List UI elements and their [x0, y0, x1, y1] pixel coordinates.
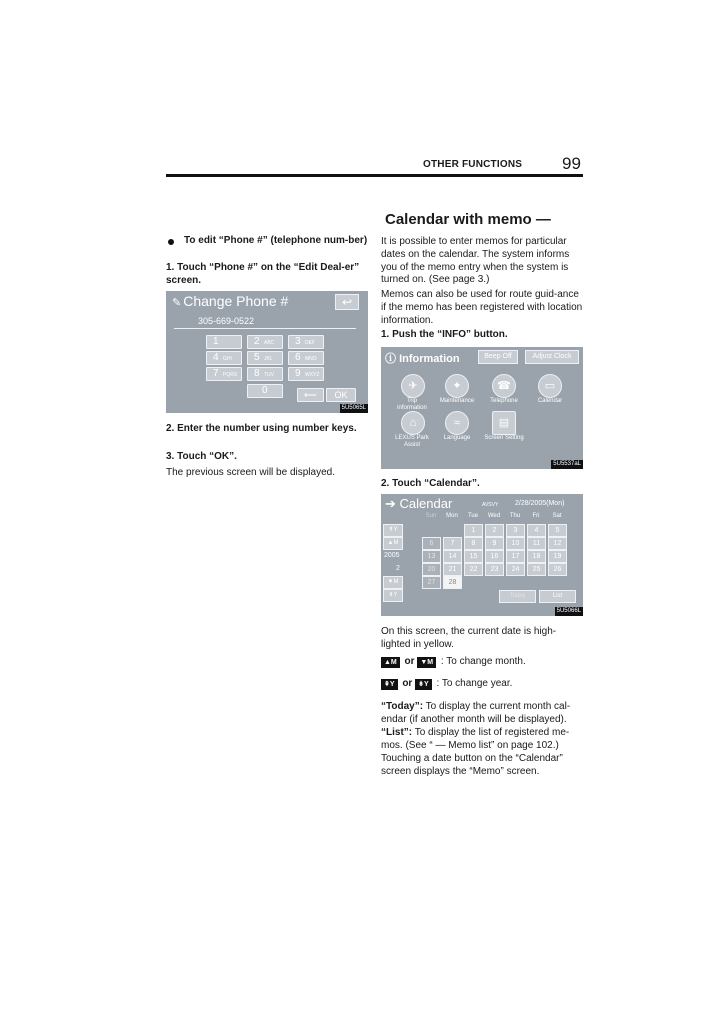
key-3: 3 DEF — [288, 335, 324, 349]
calendar-label: Calendar — [537, 398, 563, 404]
calendar-title: ➔ Calendar — [385, 496, 453, 511]
day-sun: Sun — [425, 513, 437, 519]
calendar-screenshot — [381, 494, 583, 616]
today-button: Today — [499, 590, 536, 603]
calendar-day-cell: 23 — [485, 563, 504, 576]
year-down-button: ⇟Y — [383, 589, 403, 602]
change-year-text: : To change year. — [436, 678, 513, 689]
calendar-small-label: AVSVY — [482, 502, 499, 508]
bullet-heading: To edit “Phone #” (telephone num-ber) — [184, 235, 368, 246]
bullet-icon — [168, 239, 174, 245]
calendar-month: 2 — [396, 565, 400, 572]
section-title: Calendar with memo — — [385, 211, 551, 228]
month-down-button: ▼M — [383, 576, 403, 589]
header-rule — [166, 174, 583, 177]
calendar-day-cell: 25 — [527, 563, 546, 576]
month-up-button: ▲M — [383, 537, 403, 550]
month-up-icon: ▲M — [381, 657, 400, 668]
today-description: “Today”: To display the current month cal-endar (if another month will be displayed). — [381, 701, 571, 725]
backspace-icon: ⟵ — [297, 388, 324, 402]
calendar-day-cell: 9 — [485, 537, 504, 550]
return-icon: ↩ — [335, 294, 359, 310]
key-0: 0 — [247, 384, 283, 398]
key-2: 2 ABC — [247, 335, 283, 349]
key-8: 8 TUV — [247, 367, 283, 381]
ok-key: OK — [326, 388, 356, 402]
trip-information-label: Trip information — [397, 398, 427, 411]
step-1-phone: 1. Touch “Phone #” on the “Edit Deal-er” screen. — [166, 262, 360, 286]
highlight-note: On this screen, the current date is high-lighted in yellow. — [381, 626, 557, 650]
step-2-calendar: 2. Touch “Calendar”. — [381, 478, 480, 489]
calendar-day-cell: 3 — [506, 524, 525, 537]
calendar-day-cell: 11 — [527, 537, 546, 550]
calendar-day-cell: 7 — [443, 537, 462, 550]
or-label: or — [404, 656, 415, 667]
previous-screen-note: The previous screen will be displayed. — [166, 467, 335, 478]
telephone-label: Telephone — [490, 398, 518, 404]
step-3-ok: 3. Touch “OK”. — [166, 451, 237, 462]
calendar-day-cell: 21 — [443, 563, 462, 576]
phone-number-display: 305-669-0522 — [198, 316, 255, 326]
calendar-day-cell: 4 — [527, 524, 546, 537]
calendar-day-cell: 24 — [506, 563, 525, 576]
day-tue: Tue — [467, 513, 479, 519]
day-thu: Thu — [509, 513, 521, 519]
telephone-icon: ☎ — [492, 374, 516, 398]
info-icon: ⓘ — [385, 353, 400, 365]
change-phone-title-text: Change Phone # — [183, 293, 289, 309]
change-phone-title — [172, 293, 288, 309]
adjust-clock-button: Adjust Clock — [525, 350, 579, 364]
change-month-text: : To change month. — [440, 656, 526, 667]
calendar-arrow-icon: ➔ — [385, 496, 400, 511]
calendar-day-cell: 19 — [548, 550, 567, 563]
intro-paragraph: It is possible to enter memos for particular dates on the calendar. The system informs you of the memo entry when the system is turned on. (See page 3.) — [381, 236, 570, 286]
screen-setting-icon: ▤ — [492, 411, 516, 435]
figure-code: 5U5065L — [341, 405, 366, 411]
calendar-day-cell: 18 — [527, 550, 546, 563]
calendar-day-cell: 6 — [422, 537, 441, 550]
calendar-day-cell: 20 — [422, 563, 441, 576]
calendar-icon: ▭ — [538, 374, 562, 398]
route-paragraph: Memos can also be used for route guid-ance if the memo has been registered with location information. — [381, 289, 583, 326]
list-button: List — [539, 590, 576, 603]
section-header: OTHER FUNCTIONS — [423, 159, 523, 170]
year-up-icon: ⇞Y — [381, 679, 398, 690]
number-underline — [174, 328, 356, 329]
calendar-day-cell: 22 — [464, 563, 483, 576]
calendar-day-cell: 26 — [548, 563, 567, 576]
calendar-day-cell: 2 — [485, 524, 504, 537]
memo-screen-note: Touching a date button on the “Calendar” screen displays the “Memo” screen. — [381, 753, 563, 777]
calendar-day-cell: 8 — [464, 537, 483, 550]
day-wed: Wed — [487, 513, 501, 519]
figure-code: 5U5537aL — [553, 461, 581, 467]
maintenance-label: Maintenance — [439, 398, 475, 404]
language-icon: ≈ — [445, 411, 469, 435]
park-assist-icon: ⌂ — [401, 411, 425, 435]
month-down-icon: ▼M — [417, 657, 436, 668]
calendar-day-cell: 16 — [485, 550, 504, 563]
phone-icon: ✎ — [172, 297, 182, 309]
day-mon: Mon — [446, 513, 458, 519]
park-assist-label: LEXUS Park Assist — [395, 435, 429, 448]
calendar-day-cell: 15 — [464, 550, 483, 563]
month-change-line — [381, 656, 583, 670]
day-sat: Sat — [552, 513, 562, 519]
calendar-day-cell: 13 — [422, 550, 441, 563]
information-screenshot — [381, 347, 583, 469]
change-phone-screenshot — [166, 291, 368, 413]
beep-off-button: Beep Off — [478, 350, 518, 364]
year-change-line — [381, 678, 583, 692]
figure-code: 5U5066L — [556, 608, 581, 614]
calendar-day-cell: 1 — [464, 524, 483, 537]
trip-information-icon: ✈ — [401, 374, 425, 398]
key-6: 6 MNO — [288, 351, 324, 365]
screen-setting-label: Screen Setting — [484, 435, 524, 441]
key-9: 9 WXYZ — [288, 367, 324, 381]
calendar-day-cell: 28 — [443, 576, 462, 589]
page-number: 99 — [562, 154, 581, 173]
information-title: ⓘ Information — [385, 353, 460, 365]
calendar-year: 2005 — [384, 552, 400, 559]
list-description: “List”: To display the list of registered me-mos. (See “ — Memo list” on page 102.) — [381, 727, 570, 751]
calendar-day-cell: 27 — [422, 576, 441, 589]
step-1-info: 1. Push the “INFO” button. — [381, 329, 508, 340]
key-7: 7 PQRS — [206, 367, 242, 381]
maintenance-icon: ✦ — [445, 374, 469, 398]
calendar-day-cell: 14 — [443, 550, 462, 563]
calendar-day-cell: 12 — [548, 537, 567, 550]
language-label: Language — [443, 435, 471, 441]
step-2-enter: 2. Enter the number using number keys. — [166, 423, 357, 434]
key-4: 4 GHI — [206, 351, 242, 365]
calendar-day-cell: 5 — [548, 524, 567, 537]
or-label: or — [402, 678, 413, 689]
key-1: 1 — [206, 335, 242, 349]
calendar-day-cell: 10 — [506, 537, 525, 550]
day-fri: Fri — [532, 513, 540, 519]
year-up-button: ⇞Y — [383, 524, 403, 537]
key-5: 5 JKL — [247, 351, 283, 365]
calendar-current-date: 2/28/2005(Mon) — [515, 500, 565, 507]
calendar-day-cell: 17 — [506, 550, 525, 563]
year-down-icon: ⇟Y — [415, 679, 432, 690]
